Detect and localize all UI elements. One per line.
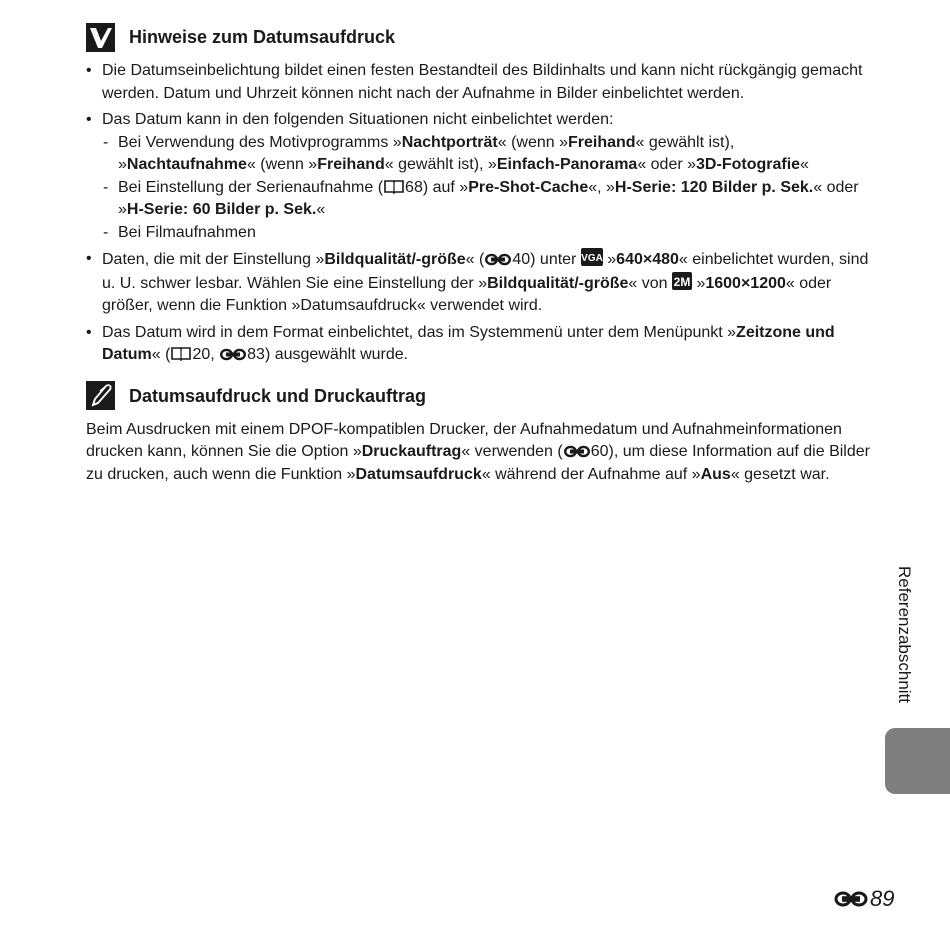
section2-title: Datumsaufdruck und Druckauftrag [129, 385, 427, 406]
section2 [86, 381, 876, 487]
list-item: • Das Datum kann in den folgenden Situationen nicht einbelichtet werden: - Bei Verwendung des Motivprogramms »Nachtporträt« (wenn »Freihand« gewählt ist), »Nachtaufnahme« (wenn »Freihand« gewählt ist), »Einfach-Panorama« oder »3D-Fotografie« - Bei Einstellung der Serienaufnahme ( 68) auf »Pre-Shot-Cache«, »H-Serie: 120 Bilder p. Sek.« oder »H-Serie: 60 Bilder p. Sek.« - Bei Filmaufnahmen [86, 109, 876, 244]
sub-list-item: - Bei Verwendung des Motivprogramms »Nachtporträt« (wenn »Freihand« gewählt ist), »Nachtaufnahme« (wenn »Freihand« gewählt ist), »Einfach-Panorama« oder »3D-Fotografie« [102, 132, 876, 177]
sub-list-item: - Bei Filmaufnahmen [102, 222, 876, 245]
pencil-note-icon [86, 381, 115, 410]
section-tab-marker [885, 728, 950, 794]
checkmark-note-icon [86, 23, 115, 52]
sub-list-item: - Bei Einstellung der Serienaufnahme ( 68) auf »Pre-Shot-Cache«, »H-Serie: 120 Bilder p. Sek.« oder »H-Serie: 60 Bilder p. Sek.« [102, 177, 876, 222]
list-item: • Die Datumseinbelichtung bildet einen festen Bestandteil des Bildinhalts und kann nicht rückgängig gemacht werden. Datum und Uhrzeit können nicht nach der Aufnahme in Bilder einbelichtet werden. [86, 60, 876, 105]
chain-link-ref-icon [834, 890, 868, 908]
svg-text:VGA: VGA [580, 253, 603, 264]
section1-title: Hinweise zum Datumsaufdruck [129, 27, 396, 47]
book-ref-icon [384, 179, 404, 194]
section2-paragraph: Beim Ausdrucken mit einem DPOF-kompatiblen Drucker, der Aufnahmedatum und Aufnahmeinformationen drucken kann, können Sie die Option »Druckauftrag« verwenden ( 60), um diese Information auf die Bilder zu drucken, auch wenn die Funktion »Datumsaufdruck« während der Aufnahme auf »Aus« gesetzt war. [86, 420, 870, 483]
book-ref-icon [171, 346, 191, 361]
section-side-label: Referenzabschnitt [895, 566, 914, 704]
section2-heading [86, 381, 876, 411]
page-number-value: 89 [870, 886, 895, 911]
chain-link-ref-icon [485, 253, 511, 266]
section1-heading [86, 22, 876, 52]
page-number [834, 888, 894, 911]
note-list [86, 60, 876, 367]
2m-size-icon [672, 272, 692, 290]
page-content [86, 22, 876, 486]
svg-text:2M: 2M [673, 274, 691, 289]
chain-link-ref-icon [564, 445, 590, 458]
sub-list [102, 132, 876, 245]
list-item: • Das Datum wird in dem Format einbelichtet, das im Systemmenü unter dem Menüpunkt »Zeitzone und Datum« ( 20, 83) ausgewählt wurde. [86, 322, 876, 367]
vga-size-icon [581, 248, 603, 266]
list-item: • Daten, die mit der Einstellung »Bildqualität/-größe« ( 40) unter VGA »640×480« einbelichtet wurden, sind u. U. schwer lesbar. Wählen Sie eine Einstellung der »Bildqualität/-größe« von 2M »1600×1200« oder größer, wenn die Funktion »Datumsaufdruck« verwendet wird. [86, 248, 876, 318]
chain-link-ref-icon [220, 348, 246, 361]
